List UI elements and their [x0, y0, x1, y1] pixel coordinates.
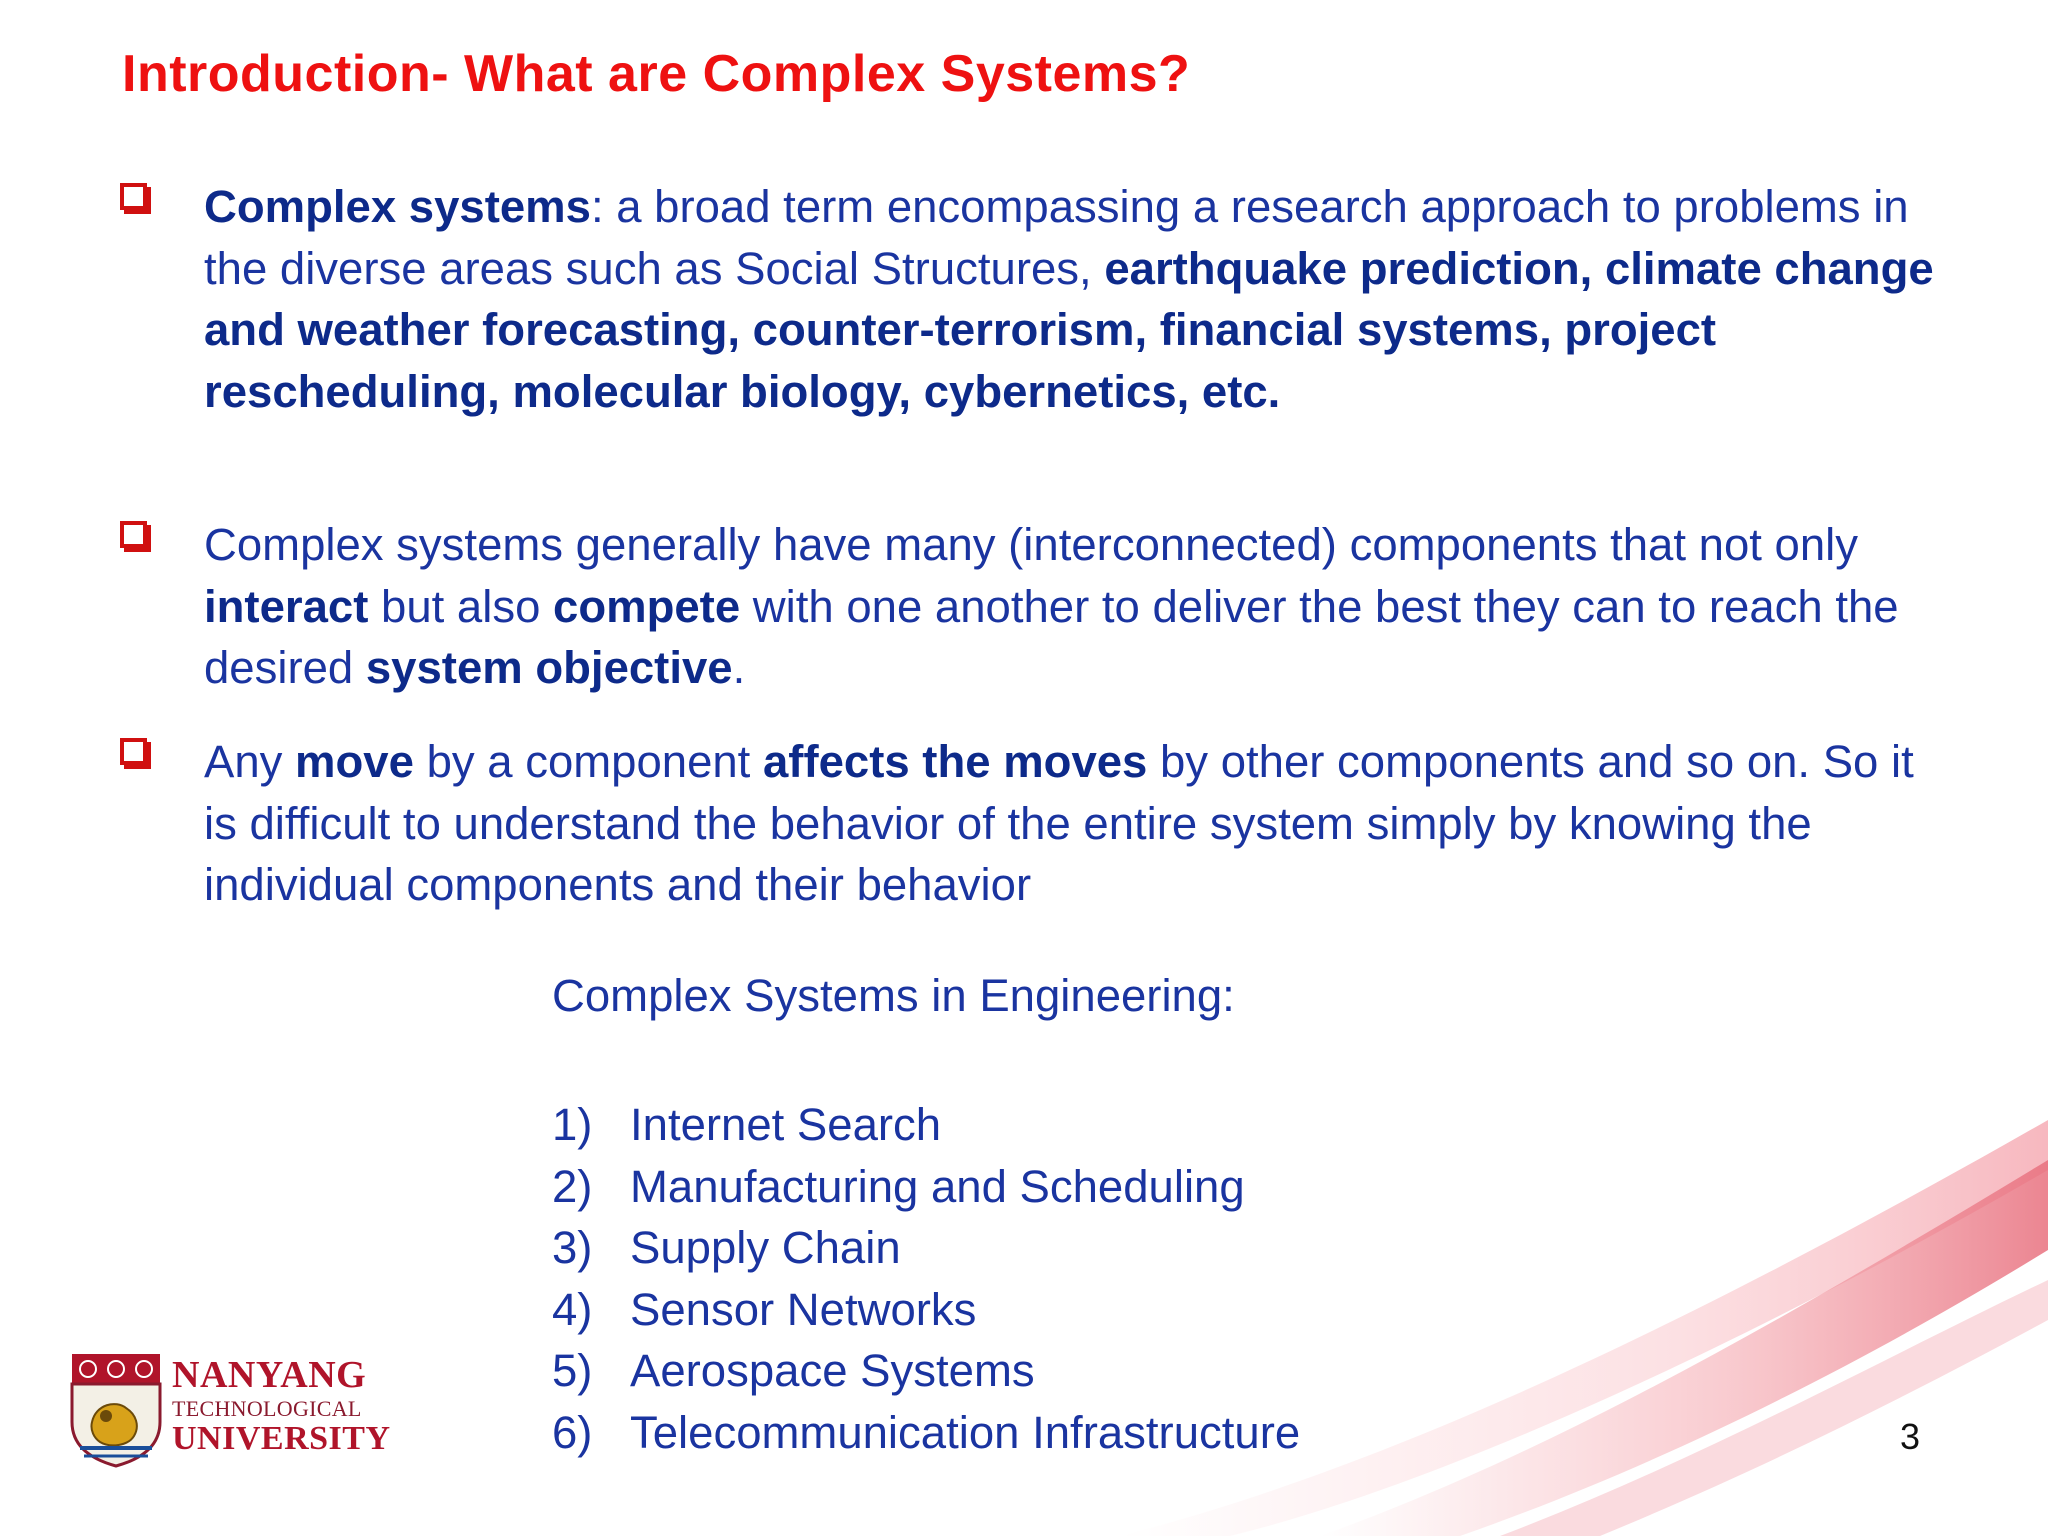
logo-line3: UNIVERSITY: [172, 1420, 391, 1457]
list-item-label: Telecommunication Infrastructure: [630, 1406, 1301, 1458]
text: Complex systems generally have many (interconnected) components that not only: [204, 519, 1858, 570]
list-item: [552, 1217, 1300, 1279]
list-item-number: 5): [552, 1345, 593, 1396]
list-item: [552, 1340, 1300, 1402]
bullet-checkbox-icon: [120, 521, 147, 548]
list-item-number: 6): [552, 1406, 593, 1458]
list-item-number: 4): [552, 1283, 593, 1335]
text: but also: [368, 580, 554, 632]
text: with one another to deliver the best they can to reach the desired: [204, 580, 1899, 693]
list-item-label: Aerospace Systems: [630, 1345, 1035, 1396]
engineering-list: [552, 1094, 1300, 1463]
list-item-number: 1): [552, 1099, 593, 1150]
university-crest-icon: [70, 1352, 162, 1468]
bold-text: move: [295, 736, 414, 787]
list-item-label: Internet Search: [630, 1099, 942, 1150]
list-item-label: Sensor Networks: [630, 1283, 977, 1335]
text: : a broad term encompassing a research approach to problems in the diverse areas such as Social Structures,: [204, 181, 1909, 294]
bullet-checkbox-icon: [120, 738, 147, 765]
list-item: [552, 1279, 1300, 1341]
logo-line2: TECHNOLOGICAL: [172, 1396, 362, 1421]
slide-title: Introduction- What are Complex Systems?: [122, 45, 1191, 103]
list-item: [552, 1156, 1300, 1218]
bullet-complex-systems-definition: [204, 176, 1944, 422]
text: .: [732, 642, 746, 693]
text: by other components and so on. So it is difficult to understand the behavior of the entire system simply by knowing the individual components and their behavior: [204, 736, 1914, 910]
bullet-move-affects: [204, 731, 1944, 916]
ntu-logo: [70, 1352, 400, 1472]
bold-text: earthquake prediction, climate change and weather forecasting, counter-terrorism, financial systems, project rescheduling, molecular biology, cybernetics, etc.: [204, 242, 1934, 417]
bullet-components-interact: [204, 514, 1944, 699]
bullet-checkbox-icon: [120, 183, 147, 210]
engineering-heading: Complex Systems in Engineering:: [552, 970, 1235, 1021]
list-item-label: Supply Chain: [630, 1222, 901, 1273]
text: by a component: [413, 736, 763, 787]
list-item-label: Manufacturing and Scheduling: [630, 1160, 1245, 1212]
list-item-number: 2): [552, 1160, 593, 1212]
logo-wordmark: [172, 1356, 391, 1456]
list-item-number: 3): [552, 1222, 593, 1273]
text: Any: [204, 736, 296, 787]
page-number: 3: [1900, 1416, 1921, 1457]
logo-line1: NANYANG: [172, 1354, 367, 1396]
bold-text: system objective: [365, 642, 733, 693]
bold-text: interact: [204, 580, 369, 632]
bold-text: compete: [553, 580, 741, 632]
bold-text: affects the moves: [762, 736, 1148, 787]
list-item: [552, 1402, 1300, 1464]
bold-text: Complex systems: [204, 181, 591, 232]
list-item: [552, 1094, 1300, 1156]
